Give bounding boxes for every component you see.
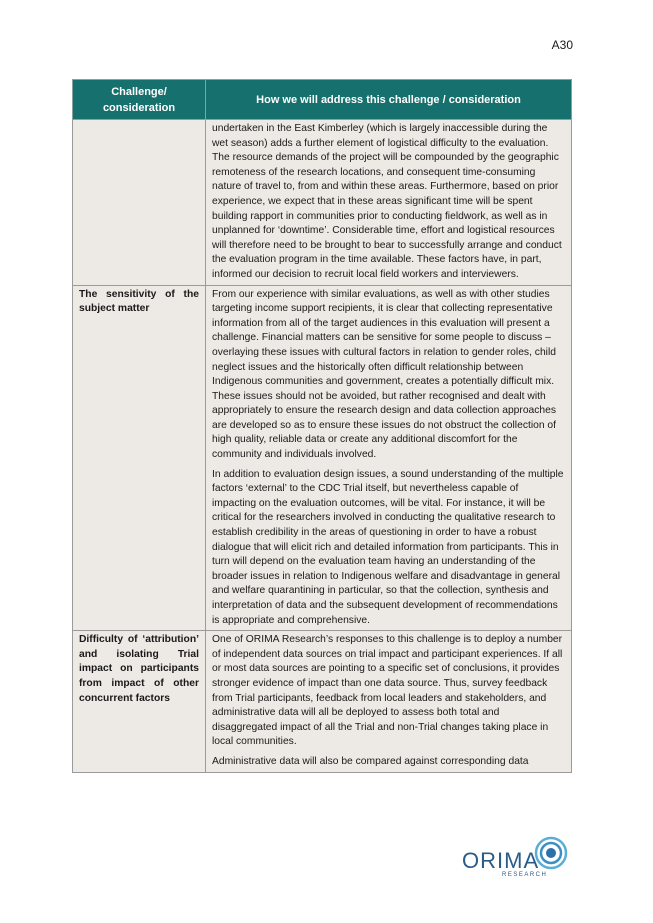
table-row xyxy=(73,285,572,631)
response-paragraph: In addition to evaluation design issues, a sound understanding of the multiple factors ‘external’ to the CDC Trial itself, but nevertheless capable of impacting on the evaluation outcomes, will be vital. For instance, it will be critical for the researchers involved in conducting the qualitative research to establish credibility in the areas of questioning in order to have a robust dialogue that will elicit rich and detailed information from participants. This in turn will depend on the evaluation team having an understanding of the broader issues in relation to Indigenous welfare and disadvantage in general and welfare quarantining in particular, so that the collection, synthesis and interpretation of data and the subsequent development of recommendations is appropriate and comprehensive. xyxy=(212,468,564,626)
response-cell xyxy=(206,285,572,631)
challenges-table xyxy=(72,79,572,773)
challenge-cell: The sensitivity of the subject matter xyxy=(73,285,206,631)
logo-subtitle: RESEARCH xyxy=(502,872,548,878)
orima-logo xyxy=(462,836,570,882)
header-challenge: Challenge/ consideration xyxy=(73,80,206,120)
header-response: How we will address this challenge / consideration xyxy=(206,80,572,120)
response-paragraph: From our experience with similar evaluations, as well as with other studies targeting income support recipients, it is clear that collecting representative information from all of the target audiences in this evaluation will present a challenge. Financial matters can be sensitive for some people to discuss – overlaying these issues with cultural factors in relation to gender roles, child neglect issues and the historically often difficult relationship between Indigenous communities and government, creates a potentially difficult mix. These issues should not be avoided, but rather recognised and dealt with appropriately to ensure the research design and data collection approaches are developed so as to ensure these issues do not obstruct the collection of high quality, reliable data or create any additional discomfort for the community and individuals involved. xyxy=(212,288,557,461)
response-paragraph: undertaken in the East Kimberley (which is largely inaccessible during the wet season) adds a further element of logistical difficulty to the evaluation. The resource demands of the project will be compounded by the geographic remoteness of the research locations, and consequent time-consuming nature of travel to, from and within these areas. Furthermore, based on prior experience, we expect that in these areas significant time will be spent building rapport in communities prior to conducting fieldwork, as well as in unplanned for ‘downtime’. Considerable time, effort and logistical resources will therefore need to be brought to bear to successfully arrange and conduct the evaluation program in the time available. These factors have, in part, informed our decision to recruit local field workers and interviewers. xyxy=(212,123,562,280)
logo-wordmark: ORIMA xyxy=(462,848,540,873)
table-header-row xyxy=(73,80,572,120)
challenge-cell: Difficulty of ‘attribution’ and isolating Trial impact on participants from impact of other concurrent factors xyxy=(73,631,206,772)
table-row xyxy=(73,120,572,286)
response-cell xyxy=(206,631,572,772)
logo-circles-icon xyxy=(534,836,568,870)
response-paragraph: One of ORIMA Research’s responses to this challenge is to deploy a number of independent data sources on trial impact and participant experiences. If all or most data sources are pointing to a specific set of conclusions, it provides stronger evidence of impact than one data source. Thus, survey feedback from Trial participants, feedback from local leaders and stakeholders, and administrative data will all be deployed to assess both total and disaggregated impact of all the Trial and non-Trial changes taking place in local communities. xyxy=(212,634,563,748)
response-cell xyxy=(206,120,572,286)
challenge-cell xyxy=(73,120,206,286)
response-paragraph: Administrative data will also be compared against corresponding data xyxy=(212,755,529,767)
page-number: A30 xyxy=(551,38,573,52)
table-row xyxy=(73,631,572,772)
